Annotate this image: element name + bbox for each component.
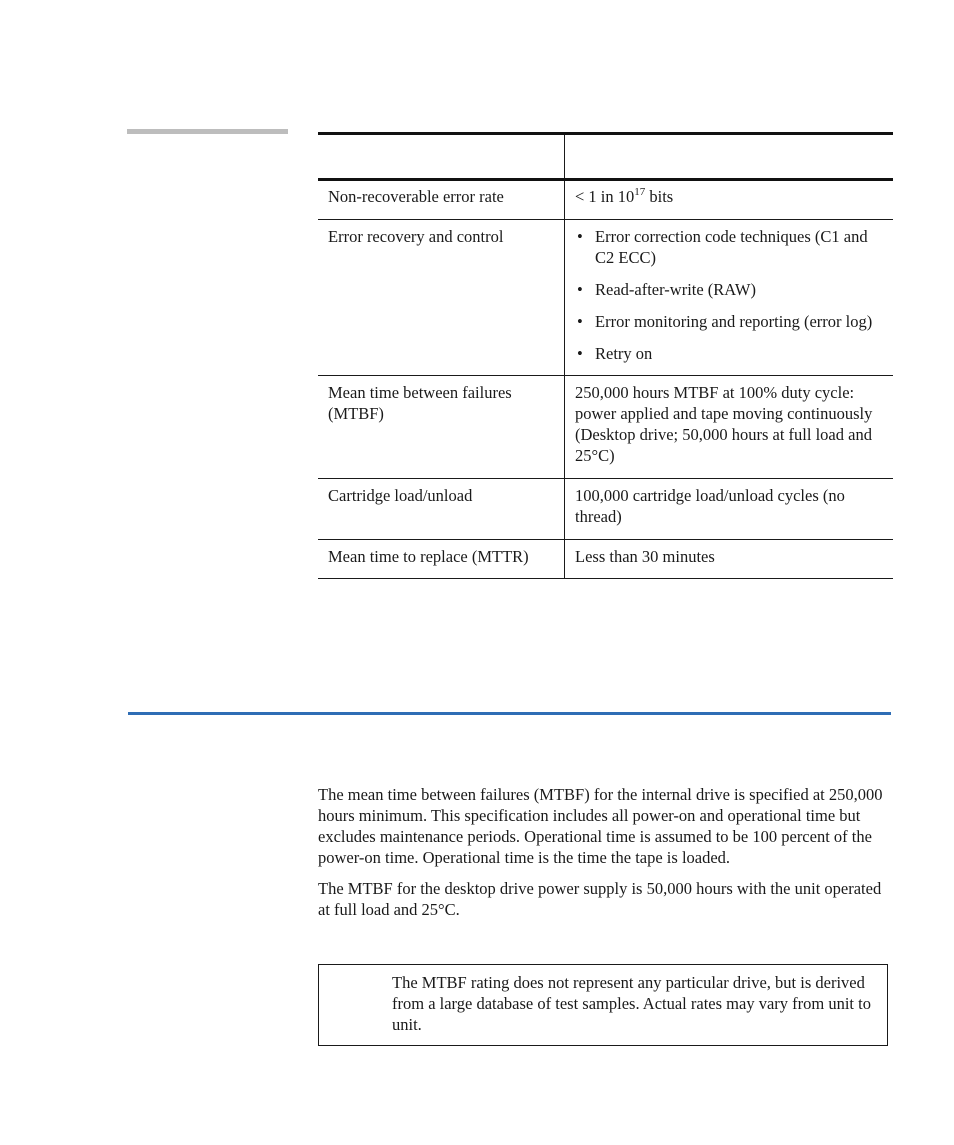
mtbf-paragraph-1: The mean time between failures (MTBF) for the internal drive is specified at 250,000 hours minimum. This specification includes all power-on and operational time but excludes maintenance periods. Operational time is assumed to be 100 percent of the power-on time. Operational time is the time the tape is loaded. bbox=[318, 785, 883, 867]
table-header-col2 bbox=[565, 134, 894, 180]
table-header-row bbox=[318, 134, 893, 180]
list-item-text: Error monitoring and reporting (error log) bbox=[595, 312, 873, 331]
mtbf-value bbox=[565, 376, 894, 479]
error-recovery-list bbox=[575, 226, 885, 364]
error-rate-value bbox=[565, 180, 894, 220]
mtbf-paragraph-2: The MTBF for the desktop drive power supply is 50,000 hours with the unit operated at full load and 25°C. bbox=[318, 879, 882, 919]
table-row-error-recovery bbox=[318, 220, 893, 376]
bullet-icon: • bbox=[577, 280, 583, 299]
bullet-icon: • bbox=[577, 227, 583, 246]
reliability-spec-table bbox=[318, 132, 893, 579]
cartridge-load-value: 100,000 cartridge load/unload cycles (no thread) bbox=[565, 479, 894, 540]
bullet-icon: • bbox=[577, 312, 583, 331]
list-item bbox=[575, 311, 885, 332]
mtbf-body-text bbox=[318, 784, 893, 930]
section-heading-rule bbox=[128, 712, 891, 715]
list-item bbox=[575, 279, 885, 300]
mttr-label: Mean time to replace (MTTR) bbox=[318, 540, 565, 579]
list-item-text: Read-after-write (RAW) bbox=[595, 280, 756, 299]
table-header-col1 bbox=[318, 134, 565, 180]
list-item-text: Error correction code techniques (C1 and C2 ECC) bbox=[595, 227, 868, 267]
error-rate-label: Non-recoverable error rate bbox=[318, 180, 565, 220]
section-gray-rule bbox=[127, 129, 288, 134]
error-rate-prefix: < 1 in 10 bbox=[575, 187, 635, 206]
mtbf-value-line1: 250,000 hours MTBF at 100% duty cycle: power applied and tape moving continuously bbox=[575, 383, 873, 423]
error-recovery-label: Error recovery and control bbox=[318, 220, 565, 376]
table-row-mtbf bbox=[318, 376, 893, 479]
note-box bbox=[318, 964, 888, 1046]
table-row-cartridge-load bbox=[318, 479, 893, 540]
table-row-mttr bbox=[318, 540, 893, 579]
error-rate-suffix: bits bbox=[645, 187, 674, 206]
table-row-error-rate bbox=[318, 180, 893, 220]
list-item-text: Retry on bbox=[595, 344, 653, 363]
bullet-icon: • bbox=[577, 344, 583, 363]
error-rate-exponent: 17 bbox=[634, 186, 646, 198]
list-item bbox=[575, 226, 885, 268]
mttr-value: Less than 30 minutes bbox=[565, 540, 894, 579]
note-text: The MTBF rating does not represent any particular drive, but is derived from a large database of test samples. Actual rates may vary from unit to unit. bbox=[392, 973, 871, 1034]
error-recovery-value bbox=[565, 220, 894, 376]
mtbf-label: Mean time between failures (MTBF) bbox=[318, 376, 565, 479]
cartridge-load-label: Cartridge load/unload bbox=[318, 479, 565, 540]
list-item bbox=[575, 343, 885, 364]
mtbf-value-line2: (Desktop drive; 50,000 hours at full load and 25°C) bbox=[575, 425, 872, 465]
